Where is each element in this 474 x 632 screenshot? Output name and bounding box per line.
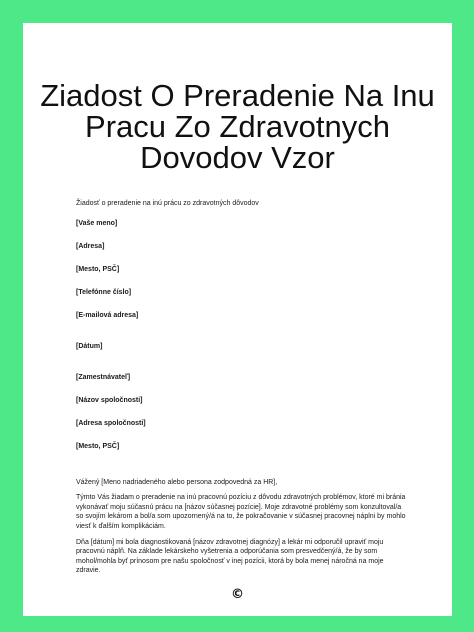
page-title-line-1: Ziadost O Preradenie Na Inu [40,78,435,113]
body-paragraph-1: Týmto Vás žiadam o preradenie na inú pracovnú pozíciu z dôvodu zdravotných problémov, ktoré mi bránia vykonávať moju súčasnú prácu na [názov súčasnej pozície]. Moje zdravotné problémy som konzultoval/a so svojím lekárom a bol/a som upozornený/á na to, že pokračovanie v súčasnej pracovnej náplni by mohlo viesť k ďalším komplikáciám. [76,494,406,530]
page-title-line-3: Dovodov Vzor [140,140,335,175]
company-city-field: [Mesto, PSČ] [76,443,120,450]
letter-heading: Žiadosť o preradenie na inú prácu zo zdravotných dôvodov [76,200,259,207]
salutation: Vážený [Meno nadriadeného alebo persona zodpovedná za HR], [76,479,278,486]
body-paragraph-2: Dňa [dátum] mi bola diagnostikovaná [názov zdravotnej diagnózy] a lekár mi odporučil upraviť moju pracovnú náplň. Na základe lekárskeho vyšetrenia a odporúčania som presvedčený/á, že by som mohol/mohla byť prínosom pre našu spoločnosť v inej pozícii, ktorá by bola menej náročná na moje zdravie. [76,539,384,575]
sender-email-field: [E-mailová adresa] [76,312,139,319]
sender-city-field: [Mesto, PSČ] [76,266,120,273]
page-title [23,80,452,173]
sender-address-field: [Adresa] [76,243,105,250]
company-name-field: [Názov spoločnosti] [76,397,143,404]
page-title-line-2: Pracu Zo Zdravotnych [85,109,390,144]
sender-name-field: [Vaše meno] [76,220,118,227]
date-field: [Dátum] [76,343,103,350]
company-address-field: [Adresa spoločnosti] [76,420,146,427]
copyright-icon: © [231,587,244,602]
letter-body [76,199,406,583]
employer-field: [Zamestnávateľ] [76,374,131,381]
sender-phone-field: [Telefónne číslo] [76,289,132,296]
document-page [23,23,452,616]
